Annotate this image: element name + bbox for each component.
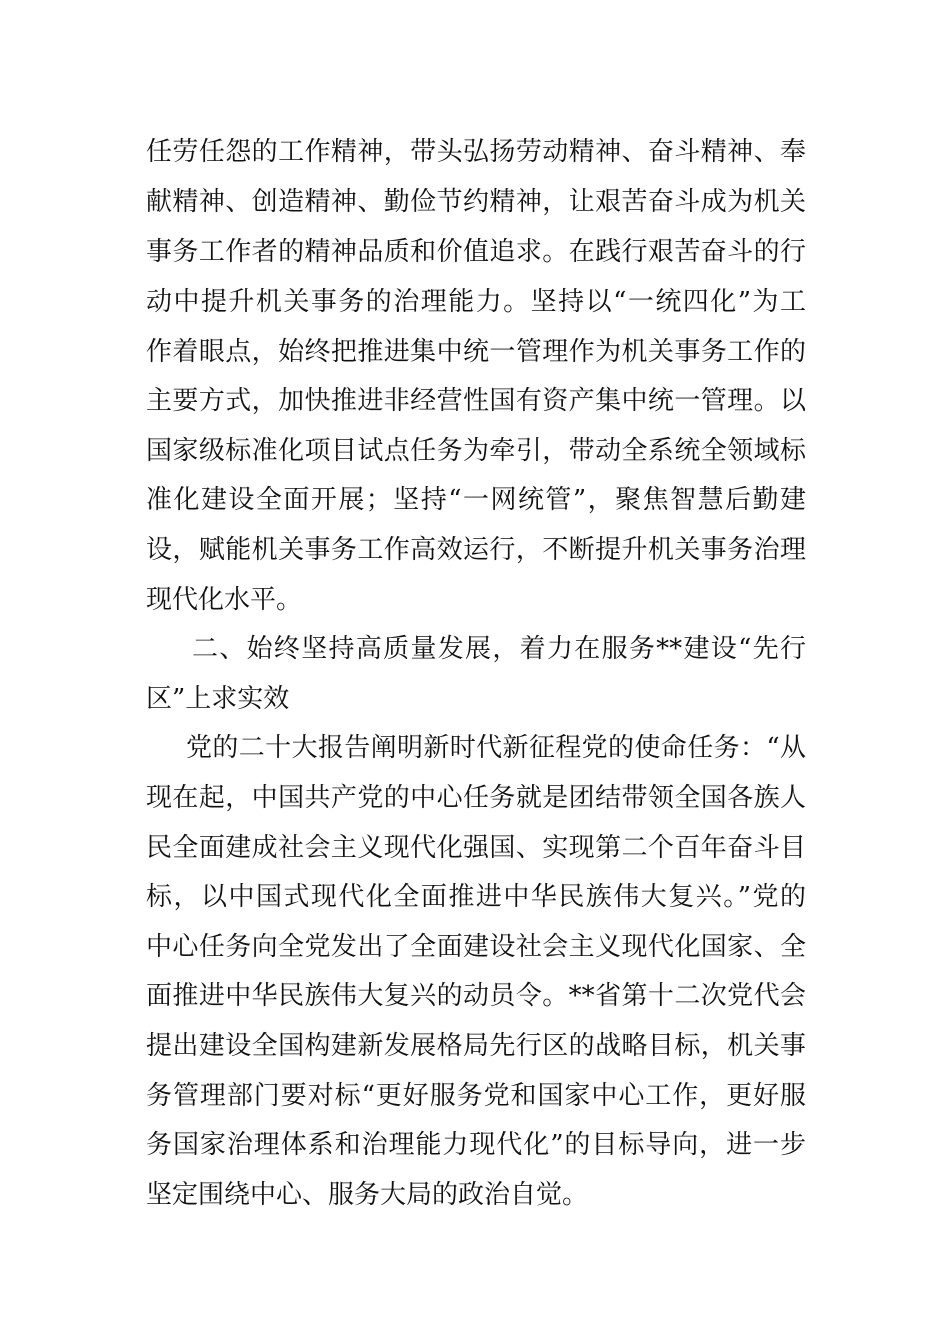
paragraph-2-line-4: 标，以中国式现代化全面推进中华民族伟大复兴。”党的 bbox=[146, 882, 806, 912]
paragraph-1-line-7: 国家级标准化项目试点任务为牵引，带动全系统全领域标 bbox=[146, 436, 806, 466]
paragraph-2-line-1: 党的二十大报告阐明新时代新征程党的使命任务：“从 bbox=[186, 733, 806, 763]
paragraph-2-line-5: 中心任务向全党发出了全面建设社会主义现代化国家、全 bbox=[146, 932, 806, 962]
paragraph-2-line-3: 民全面建成社会主义现代化强国、实现第二个百年奋斗目 bbox=[146, 833, 806, 863]
paragraph-2-line-6: 面推进中华民族伟大复兴的动员令。**省第十二次党代会 bbox=[146, 981, 806, 1011]
section-heading-line-1: 二、始终坚持高质量发展，着力在服务**建设“先行 bbox=[192, 634, 806, 664]
paragraph-1-line-5: 作着眼点，始终把推进集中统一管理作为机关事务工作的 bbox=[146, 337, 806, 367]
paragraph-1-line-10: 现代化水平。 bbox=[146, 585, 303, 615]
paragraph-1-line-2: 献精神、创造精神、勤俭节约精神，让艰苦奋斗成为机关 bbox=[146, 187, 806, 217]
paragraph-2-line-2: 现在起，中国共产党的中心任务就是团结带领全国各族人 bbox=[146, 783, 806, 813]
paragraph-1-line-4: 动中提升机关事务的治理能力。坚持以“一统四化”为工 bbox=[146, 287, 806, 317]
paragraph-1-line-1: 任劳任怨的工作精神，带头弘扬劳动精神、奋斗精神、奉 bbox=[146, 137, 806, 167]
paragraph-1-line-6: 主要方式，加快推进非经营性国有资产集中统一管理。以 bbox=[146, 386, 806, 416]
paragraph-2-line-8: 务管理部门要对标“更好服务党和国家中心工作，更好服 bbox=[146, 1081, 806, 1111]
paragraph-2-line-7: 提出建设全国构建新发展格局先行区的战略目标，机关事 bbox=[146, 1031, 806, 1061]
paragraph-2-line-9: 务国家治理体系和治理能力现代化”的目标导向，进一步 bbox=[146, 1130, 806, 1160]
paragraph-2-line-10: 坚定围绕中心、服务大局的政治自觉。 bbox=[146, 1180, 589, 1210]
paragraph-1-line-9: 设，赋能机关事务工作高效运行，不断提升机关事务治理 bbox=[146, 535, 806, 565]
paragraph-1-line-3: 事务工作者的精神品质和价值追求。在践行艰苦奋斗的行 bbox=[146, 237, 806, 267]
paragraph-1-line-8: 准化建设全面开展；坚持“一网统管”，聚焦智慧后勤建 bbox=[146, 485, 806, 515]
section-heading-line-2: 区”上求实效 bbox=[146, 684, 290, 714]
